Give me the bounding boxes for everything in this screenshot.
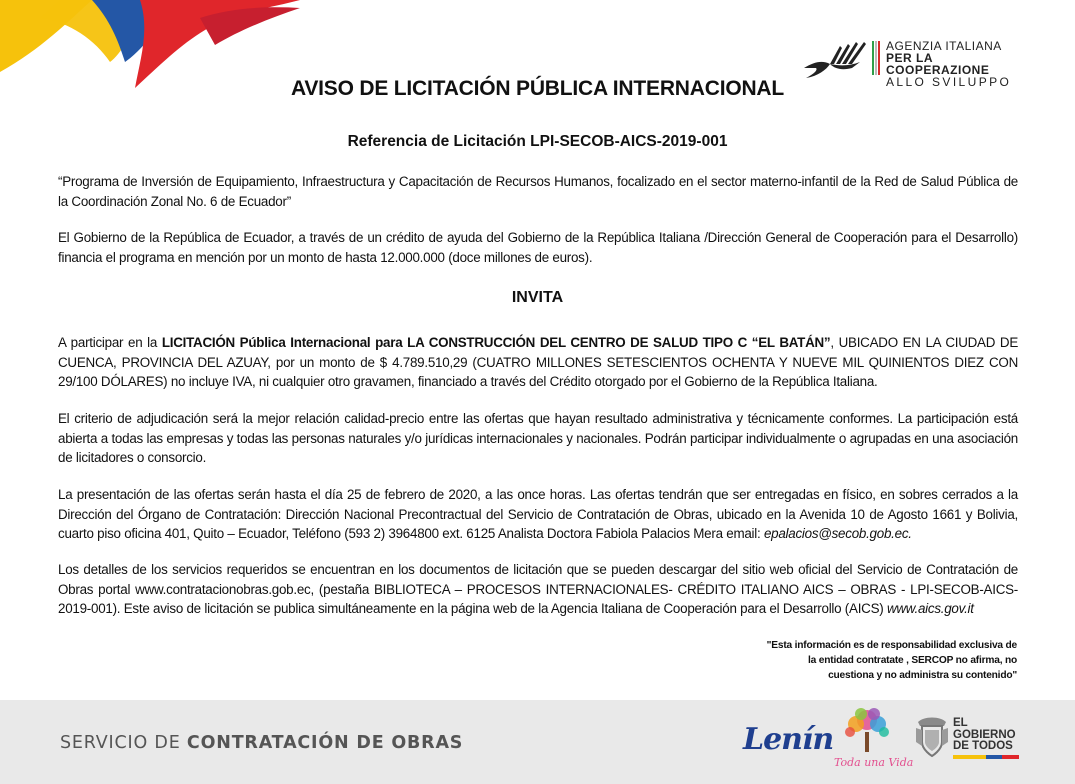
aics-line-2: PER LA COOPERAZIONE bbox=[886, 51, 990, 77]
aics-website-link[interactable]: www.aics.gov.it bbox=[886, 601, 974, 616]
criteria-paragraph: El criterio de adjudicación será la mejor relación calidad-precio entre las ofertas que hayan resultado administrativa y técnicamente conformes. La participación está abierta a todas las empresas y todas las personas naturales y/o jurídicas internacionales y nacionales. Podrán participar individualmente o agrupadas en una asociación de licitadores o consorcio. bbox=[58, 411, 1018, 465]
submission-paragraph bbox=[58, 485, 1018, 544]
tree-of-life-icon bbox=[838, 706, 896, 754]
secob-light: SERVICIO DE bbox=[60, 733, 187, 753]
invitation-paragraph bbox=[58, 333, 1018, 392]
financing-paragraph: El Gobierno de la República de Ecuador, a través de un crédito de ayuda del Gobierno de la República Italiana /Dirección General de Cooperación para el Desarrollo) financia el programa en mención por un monto de hasta 12.000.000 (doce millones de euros). bbox=[58, 230, 1018, 265]
ecuador-coat-of-arms-icon bbox=[914, 716, 950, 758]
footer-bar bbox=[0, 700, 1075, 784]
disclaimer bbox=[717, 638, 1017, 683]
tender-reference: Referencia de Licitación LPI-SECOB-AICS-2019-001 bbox=[347, 133, 728, 150]
tricolor-bar bbox=[953, 755, 1019, 759]
italian-flag-bars bbox=[872, 41, 880, 75]
program-paragraph: “Programa de Inversión de Equipamiento, Infraestructura y Capacitación de Recursos Humanos, focalizado en el sector materno-infantil de la Red de Salud Pública de la Coordinación Zonal No. 6 de Ecuador” bbox=[58, 174, 1018, 209]
disclaimer-line-2: la entidad contratate , SERCOP no afirma, no bbox=[808, 655, 1017, 666]
aics-line-3: ALLO SVILUPPO bbox=[886, 75, 1012, 89]
document-title: AVISO DE LICITACIÓN PÚBLICA INTERNACIONAL bbox=[290, 77, 785, 100]
secob-bold: CONTRATACIÓN DE OBRAS bbox=[186, 733, 464, 753]
disclaimer-line-1: "Esta información es de responsabilidad exclusiva de bbox=[766, 640, 1017, 651]
gobierno-de-todos-wordmark bbox=[953, 718, 1016, 753]
secob-wordmark bbox=[60, 733, 463, 753]
invitation-rest: , UBICADO EN LA CIUDAD DE CUENCA, PROVINCIA DEL AZUAY, por un monto de $ 4.789.510,29 (CUATRO MILLONES SETESCIENTOS OCHENTA Y NUEVE MIL QUINIENTOS DIEZ CON 29/100 DÓLARES) no incluye IVA, ni cualquier otro gravamen, financiado a través del Crédito otorgado por el Gobierno de la República Italiana. bbox=[58, 335, 1019, 389]
contact-email[interactable]: epalacios@secob.gob.ec. bbox=[763, 526, 912, 541]
aics-line-1: AGENZIA ITALIANA bbox=[886, 39, 1002, 53]
invita-heading: INVITA bbox=[511, 289, 564, 306]
gob-line-2: GOBIERNO bbox=[953, 728, 1016, 741]
details-text: Los detalles de los servicios requeridos se encuentran en los documentos de licitación que se pueden descargar del sitio web oficial del Servicio de Contratación de Obras portal www.contratacionobras.gob.ec, (pestaña BIBLIOTECA – PROCESOS INTERNACIONALES- CRÉDITO ITALIANO AICS – OBRAS - LPI-SECOB-AICS-2019-001). Este aviso de licitación se publica simultáneamente en la página web de la Agencia Italiana de Cooperación para el Desarrollo (AICS) bbox=[58, 562, 1018, 616]
invitation-lead: A participar en la bbox=[58, 335, 162, 350]
disclaimer-line-3: cuestiona y no administra su contenido" bbox=[828, 670, 1017, 681]
toda-una-vida-label: Toda una Vida bbox=[834, 756, 914, 769]
submission-text: La presentación de las ofertas serán hasta el día 25 de febrero de 2020, a las once horas. Las ofertas tendrán que ser entregadas en físico, en sobres cerrados a la Dirección del Órgano de Contratación: Dirección Nacional Precontractual del Servicio de Contratación de Obras, ubicado en la Avenida 10 de Agosto 1661 y Bolivia, cuarto piso oficina 401, Quito – Ecuador, Teléfono (593 2) 3964800 ext. 6125 Analista Doctora Fabiola Palacios Mera email: bbox=[58, 487, 1018, 541]
details-paragraph bbox=[58, 560, 1018, 619]
gob-line-1: EL bbox=[953, 717, 968, 729]
lenin-logo: Lenín bbox=[743, 722, 834, 757]
gob-line-3: DE TODOS bbox=[953, 740, 1013, 752]
invitation-bold: LICITACIÓN Pública Internacional para LA CONSTRUCCIÓN DEL CENTRO DE SALUD TIPO C “EL BATÁN” bbox=[161, 335, 831, 350]
